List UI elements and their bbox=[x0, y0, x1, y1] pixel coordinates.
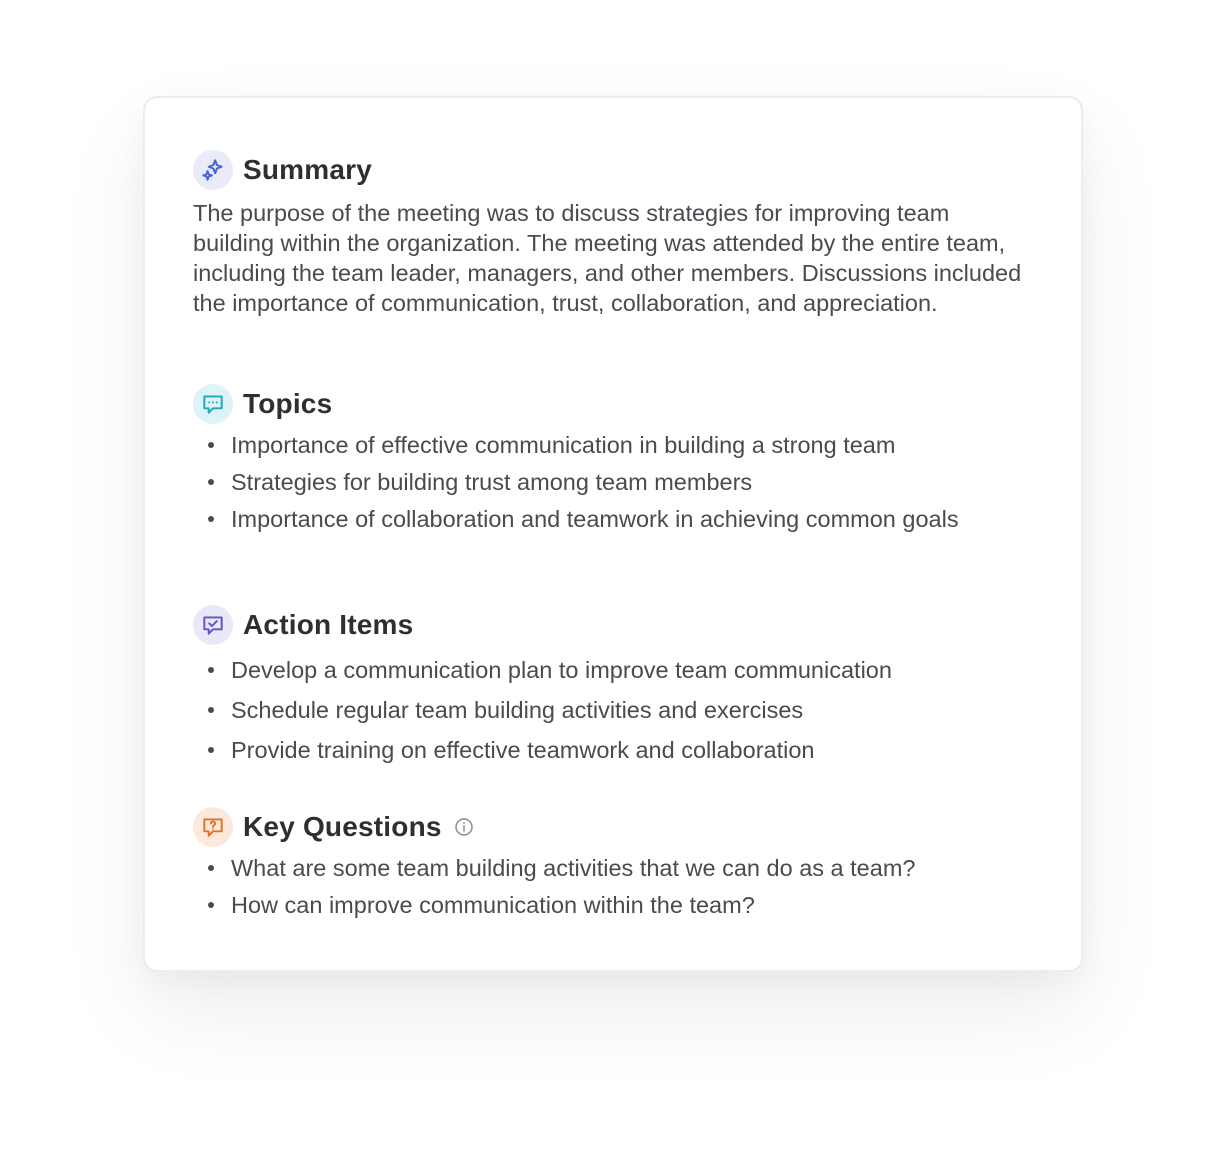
info-icon[interactable] bbox=[454, 817, 474, 837]
key-questions-list bbox=[193, 853, 1023, 920]
list-item: Importance of effective communication in building a strong team bbox=[231, 430, 1023, 460]
chat-check-icon bbox=[193, 605, 233, 645]
list-item: Importance of collaboration and teamwork in achieving common goals bbox=[231, 504, 1001, 534]
key-questions-section bbox=[193, 807, 1023, 927]
topics-list bbox=[193, 430, 1023, 534]
list-item: How can improve communication within the team? bbox=[231, 890, 1023, 920]
action-items-list bbox=[193, 655, 1023, 765]
action-items-heading bbox=[193, 605, 1023, 645]
action-items-title: Action Items bbox=[243, 609, 414, 640]
action-items-section bbox=[193, 605, 1023, 775]
sparkles-icon bbox=[193, 150, 233, 190]
list-item: Strategies for building trust among team members bbox=[231, 467, 1023, 497]
key-questions-title: Key Questions bbox=[243, 811, 442, 842]
summary-title: Summary bbox=[243, 154, 373, 185]
list-item: Schedule regular team building activities and exercises bbox=[231, 695, 1023, 725]
topics-title: Topics bbox=[243, 388, 333, 419]
chat-question-icon bbox=[193, 807, 233, 847]
summary-heading bbox=[193, 150, 1023, 190]
topics-heading bbox=[193, 384, 1023, 424]
chat-bubble-icon bbox=[193, 384, 233, 424]
list-item: Provide training on effective teamwork and collaboration bbox=[231, 735, 1023, 765]
topics-section bbox=[193, 384, 1023, 541]
summary-section bbox=[193, 150, 1023, 318]
list-item: What are some team building activities that we can do as a team? bbox=[231, 853, 1023, 883]
meeting-notes-card bbox=[143, 96, 1083, 972]
key-questions-heading bbox=[193, 807, 1023, 847]
summary-text: The purpose of the meeting was to discuss strategies for improving team building within the organization. The meeting was attended by the entire team, including the team leader, managers, and other members. Discussions included the importance of communication, trust, collaboration, and appreciation. bbox=[193, 200, 1022, 316]
list-item: Develop a communication plan to improve team communication bbox=[231, 655, 1023, 685]
